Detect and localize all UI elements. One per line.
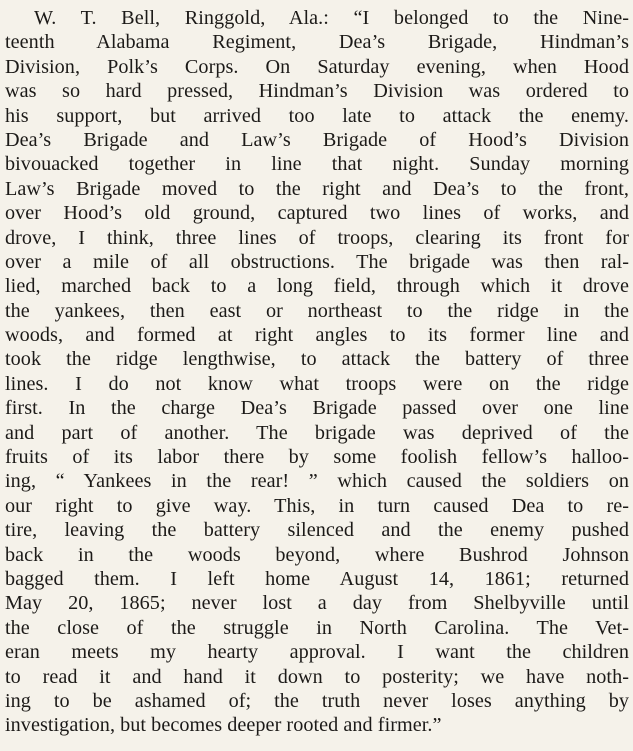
text-line: Law’s Brigade moved to the right and Dea’s to the front, (5, 177, 629, 200)
text-line: W. T. Bell, Ringgold, Ala.: “I belonged to the Nine- (34, 7, 629, 29)
text-line: to read it and hand it down to posterity; we have noth- (5, 665, 629, 688)
text-line: drove, I think, three lines of troops, clearing its front for (5, 226, 629, 249)
text-line: May 20, 1865; never lost a day from Shelbyville until (5, 592, 629, 615)
text-line: was so hard pressed, Hindman’s Division was ordered to (5, 80, 629, 103)
text-line: Division, Polk’s Corps. On Saturday evening, when Hood (5, 55, 629, 78)
text-line: and part of another. The brigade was deprived of the (5, 421, 629, 444)
text-line: fruits of its labor there by some foolish fellow’s halloo- (5, 446, 629, 469)
text-line: investigation, but becomes deeper rooted and firmer.” (5, 714, 442, 737)
text-line: over Hood’s old ground, captured two lines of works, and (5, 202, 629, 225)
text-line: ing, “ Yankees in the rear! ” which caused the soldiers on (5, 470, 629, 493)
text-line: teenth Alabama Regiment, Dea’s Brigade, Hindman’s (5, 31, 629, 54)
text-line: lied, marched back to a long field, through which it drove (5, 275, 629, 298)
text-line: the yankees, then east or northeast to the ridge in the (5, 299, 629, 322)
text-line: first. In the charge Dea’s Brigade passed over one line (5, 397, 629, 420)
text-line: back in the woods beyond, where Bushrod Johnson (5, 543, 629, 566)
text-line: tire, leaving the battery silenced and the enemy pushed (5, 519, 629, 542)
text-line: bivouacked together in line that night. Sunday morning (5, 153, 629, 176)
text-line: the close of the struggle in North Carolina. The Vet- (5, 616, 629, 639)
text-line: eran meets my hearty approval. I want the children (5, 641, 629, 664)
text-line: over a mile of all obstructions. The brigade was then ral- (5, 250, 629, 273)
text-line: woods, and formed at right angles to its former line and (5, 324, 629, 347)
text-line: Dea’s Brigade and Law’s Brigade of Hood’s Division (5, 128, 629, 151)
testimony-paragraph (5, 6, 629, 738)
text-line: bagged them. I left home August 14, 1861; returned (5, 567, 629, 590)
text-line: his support, but arrived too late to attack the enemy. (5, 104, 629, 127)
text-line: our right to give way. This, in turn caused Dea to re- (5, 494, 629, 517)
text-line: lines. I do not know what troops were on the ridge (5, 372, 629, 395)
text-line: took the ridge lengthwise, to attack the battery of three (5, 348, 629, 371)
text-line: ing to be ashamed of; the truth never loses anything by (5, 689, 629, 712)
